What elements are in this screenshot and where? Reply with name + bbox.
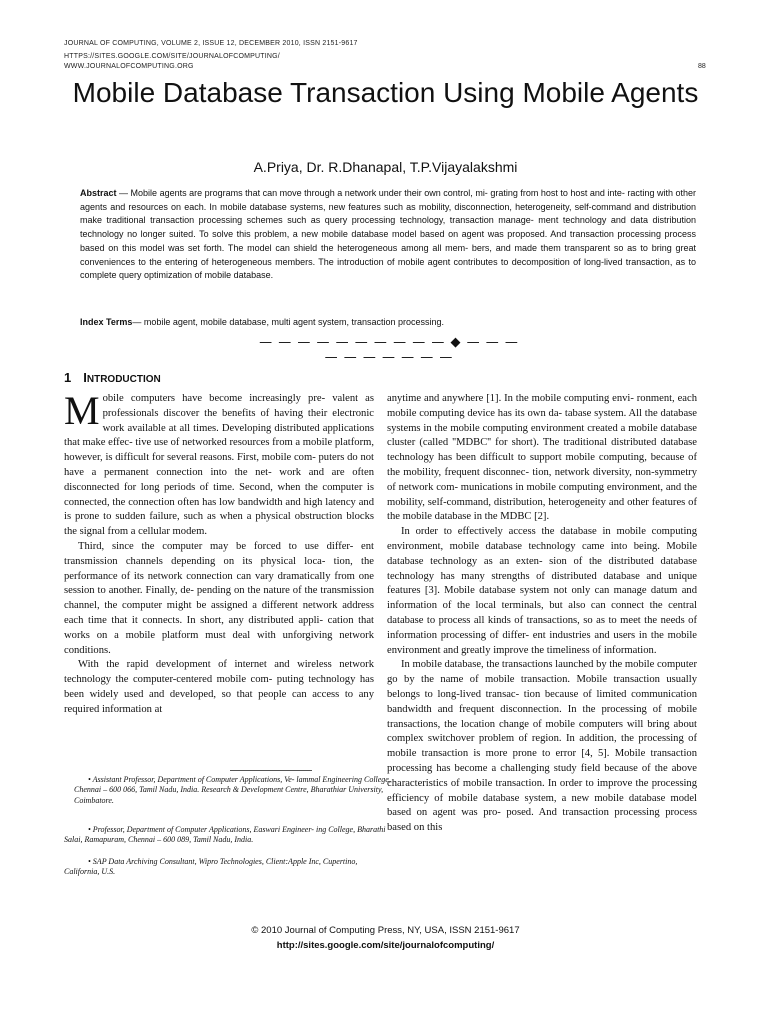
footnote-author-2: • Professor, Department of Computer Applications, Easwari Engineer- ing College, Bharathi Salai, Ramapuram, Chennai – 600 089, Tamil Nadu, India. <box>64 825 386 845</box>
paragraph: anytime and anywhere [1]. In the mobile computing envi- ronment, each mobile computing device has its own da- tabase system. All the database systems in the mobile computing environment created a mobile database cluster (called ''MDBC'' for short). The traditional distributed database technology has been difficult to support mobile computing, because of the mobility, frequent disconnec- tion, network diversity, non-symmetry of network com- munications in mobile computing environment, and the mobility, self-command, distribution, heterogeneity and other features of the mobile database in the MDBC [2]. <box>387 393 697 523</box>
paper-title: Mobile Database Transaction Using Mobile Agents <box>72 77 699 108</box>
section-number: 1 <box>64 370 72 385</box>
drop-cap: M <box>64 388 100 433</box>
paragraph-text: obile computers have become increasingly pre- valent as professionals discover the benefits of having their electronic work available at all times. Developing distributed applications that make effec- tive use of networked resources from a mobile platform, however, is difficult for several reasons. First, mobile com- puters do not have a permanent connection into the net- work and are often disconnected for long periods of time. Second, when the computer is connected, the connection often has low bandwidth and high latency and is prone to sudden failure, such as when a physical obstruction blocks the signal from a cellular modem. <box>64 393 374 538</box>
page-number: 88 <box>698 63 706 70</box>
abstract-text: Mobile agents are programs that can move through a network under their own control, mi- grating from host to host and inte- racting with other agents and resources on each. In mobile database systems, new features such as mobility, disconnection, heterogeneity, self-command and distribution make traditional transaction processing schemes such as query processing technology, transaction manage- ment technology and data distribution technology no longer suited. To solve this problem, a new mobile database model based on agent was proposed. And transaction processing process based on this model was set forth. The model can shield the heterogeneous among all mem- bers, and made them transparent so as to bring great conveniences to the entering of heterogeneous members. The introduction of mobile agent contributes to decomposition of long-lived transaction, as to complete query optimization of mobile database. <box>80 188 696 281</box>
footer-url: http://sites.google.com/site/journalofcomputing/ <box>276 940 495 951</box>
abstract-dash: — <box>119 188 129 198</box>
abstract <box>80 187 696 283</box>
section-separator: — — — — — — — — — — ◆ — — — — — — — — — — <box>259 335 519 365</box>
paragraph <box>64 388 374 540</box>
footer-copyright: © 2010 Journal of Computing Press, NY, USA, ISSN 2151-9617 <box>251 925 520 936</box>
section-title-rest: NTRODUCTION <box>86 374 161 385</box>
journal-header-site: WWW.JOURNALOFCOMPUTING.ORG <box>64 63 194 70</box>
footnote-author-1: • Assistant Professor, Department of Computer Applications, Ve- lammal Engineering College, Chennai – 600 066, Tamil Nadu, India. Research & Development Centre, Bharathiar University, Coimbatore. <box>74 775 391 805</box>
right-column <box>387 392 697 836</box>
journal-header-line: JOURNAL OF COMPUTING, VOLUME 2, ISSUE 12, DECEMBER 2010, ISSN 2151-9617 <box>64 40 358 47</box>
index-terms-label: Index Terms <box>80 317 133 327</box>
authors: A.Priya, Dr. R.Dhanapal, T.P.Vijayalakshmi <box>253 159 518 175</box>
index-terms <box>80 316 696 329</box>
index-terms-text: — mobile agent, mobile database, multi agent system, transaction processing. <box>132 317 445 327</box>
paragraph: In order to effectively access the database in mobile computing environment, mobile database technology came into being. Mobile database technology as an exten- sion of the distributed database technology has many strengths of distributed database and unique features [3]. Mobile database system not only can manage datum and information of the local terminals, but also can connect the central database to process all kinds of transactions, so as to meet the needs of information processing of differ- ent industries and users in the mobile environment and greatly improve the timeliness of information. <box>387 526 697 656</box>
paragraph: Third, since the computer may be forced to use differ- ent transmission channels depending on its physical loca- tion, the performance of its network connection can vary dramatically from one session to another. Finally, de- pending on the nature of the transmission channel, the computer might be assigned a different network address each time that it connects. In short, any distributed appli- cation that works on a mobile platform must deal with unforgiving network conditions. <box>64 540 374 656</box>
abstract-label: Abstract <box>80 188 117 198</box>
section-title-initial: I <box>83 370 87 385</box>
footnote-author-3: • SAP Data Archiving Consultant, Wipro Technologies, Client:Apple Inc, Cupertino, California, U.S. <box>64 857 358 877</box>
journal-header-url: HTTPS://SITES.GOOGLE.COM/SITE/JOURNALOFCOMPUTING/ <box>64 53 280 60</box>
section-heading <box>64 370 161 385</box>
footnote-rule <box>230 770 312 771</box>
left-column <box>64 388 374 718</box>
paragraph: With the rapid development of internet and wireless network technology the computer-centered mobile com- puting technology has been widely used and developed, so that people can access to any required information at <box>64 659 374 715</box>
paragraph: In mobile database, the transactions launched by the mobile computer go by the name of mobile transaction. Mobile transaction usually belongs to long-lived transac- tion because of limited communication bandwidth and frequent disconnection. In the processing of mobile transactions, the location change of mobile computers will bring about complex switchover problem of region. In addition, the processing of mobile transaction is more prone to error [4, 5]. Mobile transaction processing has become a challenging study field because of the above characteristics of mobile transaction. In order to improve the processing efficiency of mobile database system, a new mobile database model based on agent was pro- posed. And transaction processing process based on this <box>387 659 697 834</box>
